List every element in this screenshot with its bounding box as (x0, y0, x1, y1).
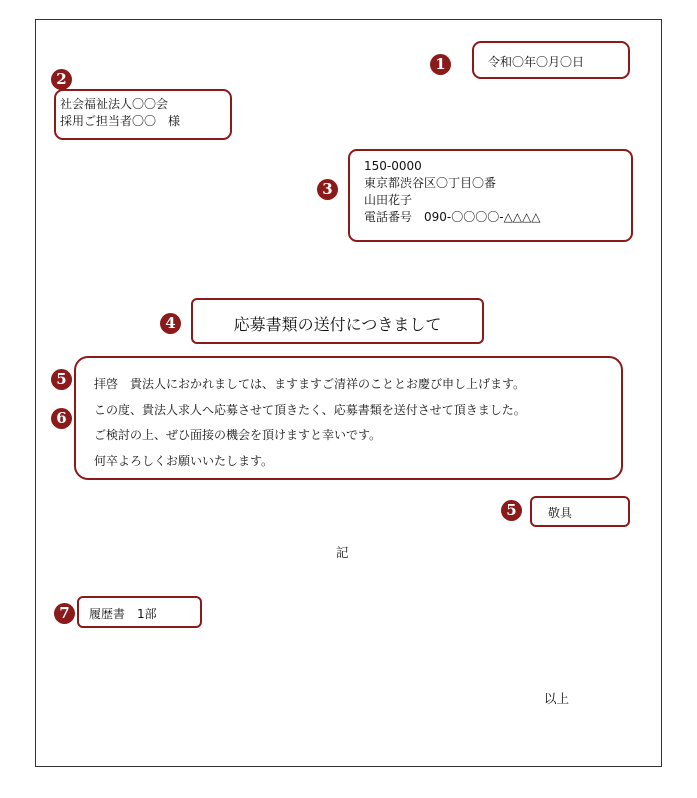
sender-name: 山田花子 (364, 193, 413, 207)
marker-2: 2 (51, 69, 72, 90)
sender-postal: 150-0000 (364, 159, 422, 173)
subject-text: 応募書類の送付につきまして (233, 315, 442, 334)
body-box (74, 356, 623, 480)
marker-5-closing: 5 (501, 500, 522, 521)
subject-box (191, 298, 484, 344)
sender-phone: 電話番号 090-〇〇〇〇-△△△△ (364, 210, 541, 224)
recipient-org: 社会福祉法人〇〇会 (60, 97, 169, 111)
body-line-4: 何卒よろしくお願いいたします。 (94, 453, 274, 468)
marker-1: 1 (430, 54, 451, 75)
marker-6: 6 (51, 408, 72, 429)
ki-text: 記 (336, 545, 349, 560)
closing-text: 敬具 (548, 506, 573, 520)
marker-3: 3 (317, 179, 338, 200)
sender-address: 東京都渋谷区〇丁目〇番 (364, 176, 497, 190)
end-text: 以上 (544, 691, 570, 706)
sender-box (348, 149, 633, 242)
enclosure-box (77, 596, 202, 628)
marker-7: 7 (54, 603, 75, 624)
closing-box (530, 496, 630, 527)
body-line-3: ご検討の上、ぜひ面接の機会を頂けますと幸いです。 (94, 428, 382, 442)
marker-4: 4 (160, 313, 181, 334)
enclosure-text: 履歴書 1部 (89, 607, 157, 621)
date-box (472, 41, 630, 79)
recipient-person: 採用ご担当者〇〇 様 (60, 114, 181, 128)
letter-page (35, 19, 662, 767)
recipient-box (54, 89, 232, 140)
date-text: 令和〇年〇月〇日 (488, 55, 585, 69)
body-line-2: この度、貴法人求人へ応募させて頂きたく、応募書類を送付させて頂きました。 (94, 402, 526, 417)
body-line-1: 拝啓 貴法人におかれましては、ますますご清祥のこととお慶び申し上げます。 (94, 377, 526, 391)
marker-5-body: 5 (51, 369, 72, 390)
